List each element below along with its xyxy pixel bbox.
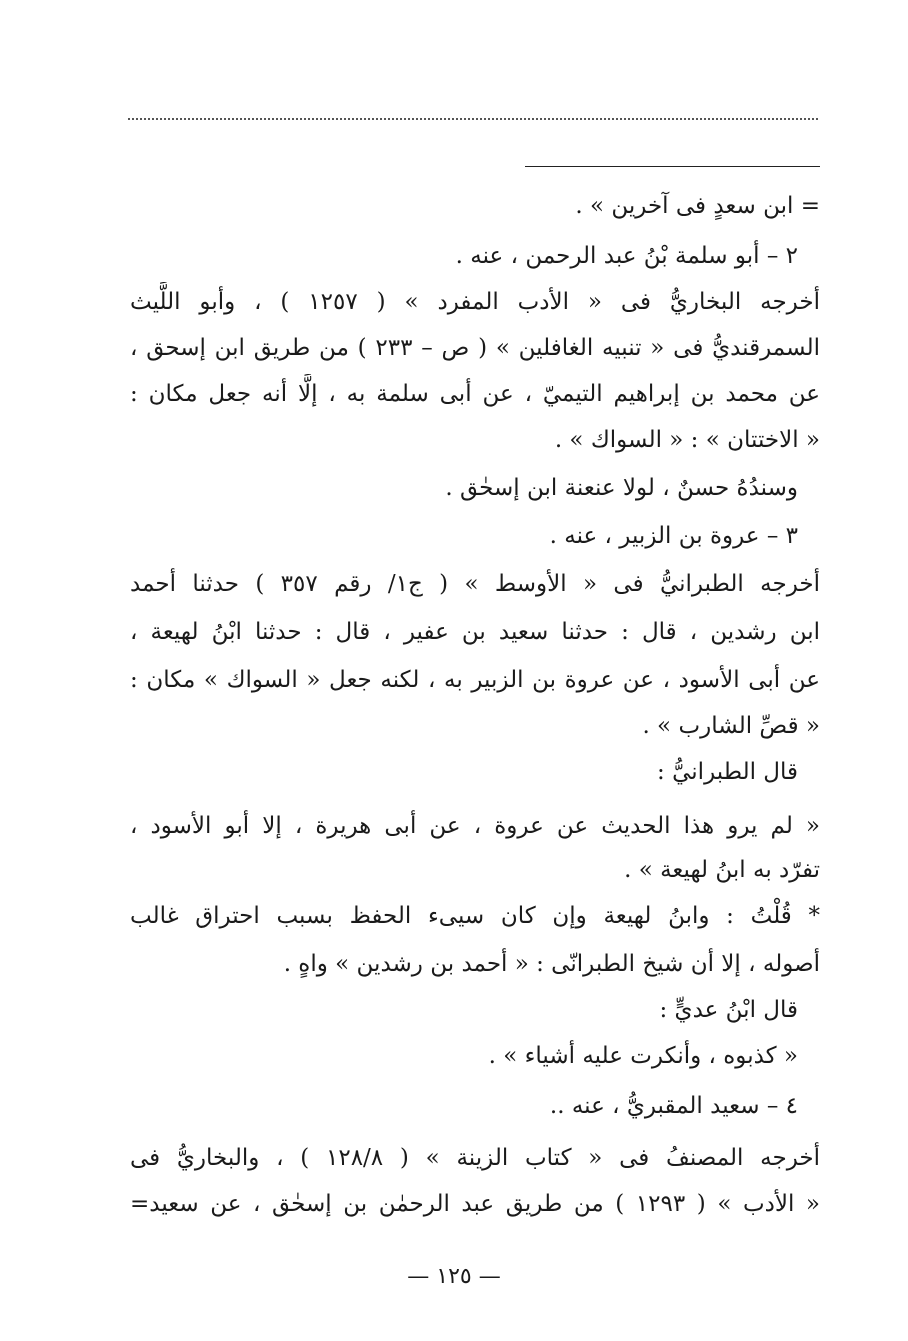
text-line: أصوله ، إلا أن شيخ الطبرانّى : « أحمد بن رشدين » واهٍ . [283,951,820,977]
header-dotted-rule [128,118,818,120]
text-line: عن أبى الأسود ، عن عروة بن الزبير به ، لكنه جعل « السواك » مكان : [130,667,820,693]
text-line: قال ابْنُ عديٍّ : [659,997,798,1023]
text-line: « الاختتان » : « السواك » . [554,427,820,453]
text-line: ابن رشدين ، قال : حدثنا سعيد بن عفير ، قال : حدثنا ابْنُ لهيعة ، [130,619,820,645]
text-line: عن محمد بن إبراهيم التيميّ ، عن أبى سلمة به ، إلَّا أنه جعل مكان : [130,381,820,407]
page-number: — ١٢٥ — [407,1264,501,1289]
text-line: = ابن سعدٍ فى آخرين » . [575,193,820,219]
text-line: « كذبوه ، وأنكرت عليه أشياء » . [488,1043,798,1069]
text-line: « لم يرو هذا الحديث عن عروة ، عن أبى هريرة ، إلا أبو الأسود ، [130,813,820,839]
text-line: قال الطبرانيُّ : [657,759,798,785]
text-line: ٤ – سعيد المقبريُّ ، عنه .. [549,1093,798,1119]
footnote-separator-rule [525,166,820,167]
text-line: « قصِّ الشارب » . [642,713,820,739]
text-line: * قُلْتُ : وابنُ لهيعة وإن كان سيىء الحفظ بسبب احتراق غالب [130,903,820,929]
text-line: أخرجه البخاريُّ فى « الأدب المفرد » ( ١٢٥٧ ) ، وأبو اللَّيث [130,289,820,315]
text-line: ٣ – عروة بن الزبير ، عنه . [549,523,798,549]
text-line: وسندُهُ حسنٌ ، لولا عنعنة ابن إسحٰق . [445,475,798,501]
text-line: أخرجه المصنفُ فى « كتاب الزينة » ( ١٢٨/٨ ) ، والبخاريُّ فى [130,1145,820,1171]
text-line: أخرجه الطبرانيُّ فى « الأوسط » ( ج١/ رقم ٣٥٧ ) حدثنا أحمد [130,571,820,597]
text-line: ٢ – أبو سلمة بْنُ عبد الرحمن ، عنه . [455,243,798,269]
text-line: السمرقنديُّ فى « تنبيه الغافلين » ( ص – ٢٣٣ ) من طريق ابن إسحق ، [130,335,820,361]
text-line: « الأدب » ( ١٢٩٣ ) من طريق عبد الرحمٰن بن إسحٰق ، عن سعيد= [130,1191,820,1217]
text-line: تفرّد به ابنُ لهيعة » . [624,857,820,883]
